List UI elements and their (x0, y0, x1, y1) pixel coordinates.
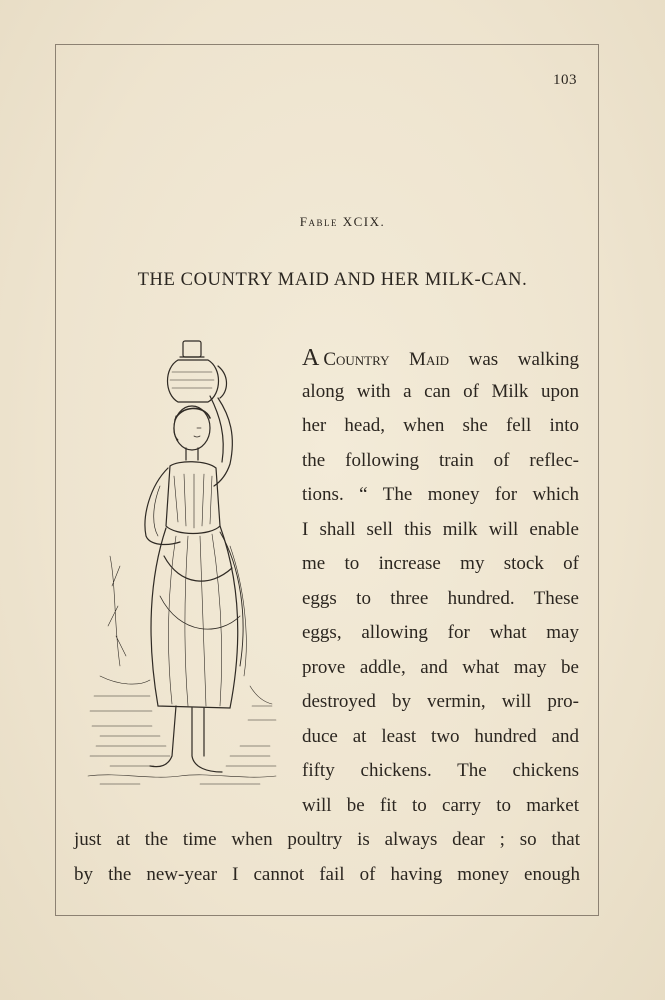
small-caps-phrase: Country Maid (323, 349, 450, 370)
body-line: I shall sell this milk will enable (302, 519, 579, 540)
body-line: tions. “ The money for which (302, 484, 579, 505)
body-line: will be fit to carry to market (302, 795, 579, 816)
body-line: eggs, allowing for what may (302, 622, 579, 643)
body-line: duce at least two hundred and (302, 726, 579, 747)
maid-carrying-milk-can-engraving-icon (80, 336, 280, 796)
body-line: her head, when she fell into (302, 415, 579, 436)
body-line: the following train of reflec- (302, 450, 579, 471)
body-line: along with a can of Milk upon (302, 381, 579, 402)
body-line-1 (302, 346, 579, 370)
line-rest: was walking (468, 349, 580, 370)
body-line: fifty chickens. The chickens (302, 760, 579, 781)
page-number: 103 (553, 72, 577, 88)
fable-number: Fable XCIX. (299, 214, 386, 229)
drop-initial: A (302, 345, 320, 371)
body-line-wide: just at the time when poultry is always dear ; so that (74, 829, 580, 850)
body-line: me to increase my stock of (302, 553, 579, 574)
body-line-wide: by the new-year I cannot fail of having money enough (74, 864, 580, 885)
body-line: destroyed by vermin, will pro- (302, 691, 579, 712)
fable-title: THE COUNTRY MAID AND HER MILK-CAN. (137, 270, 528, 290)
body-line: prove addle, and what may be (302, 657, 579, 678)
body-line: eggs to three hundred. These (302, 588, 579, 609)
